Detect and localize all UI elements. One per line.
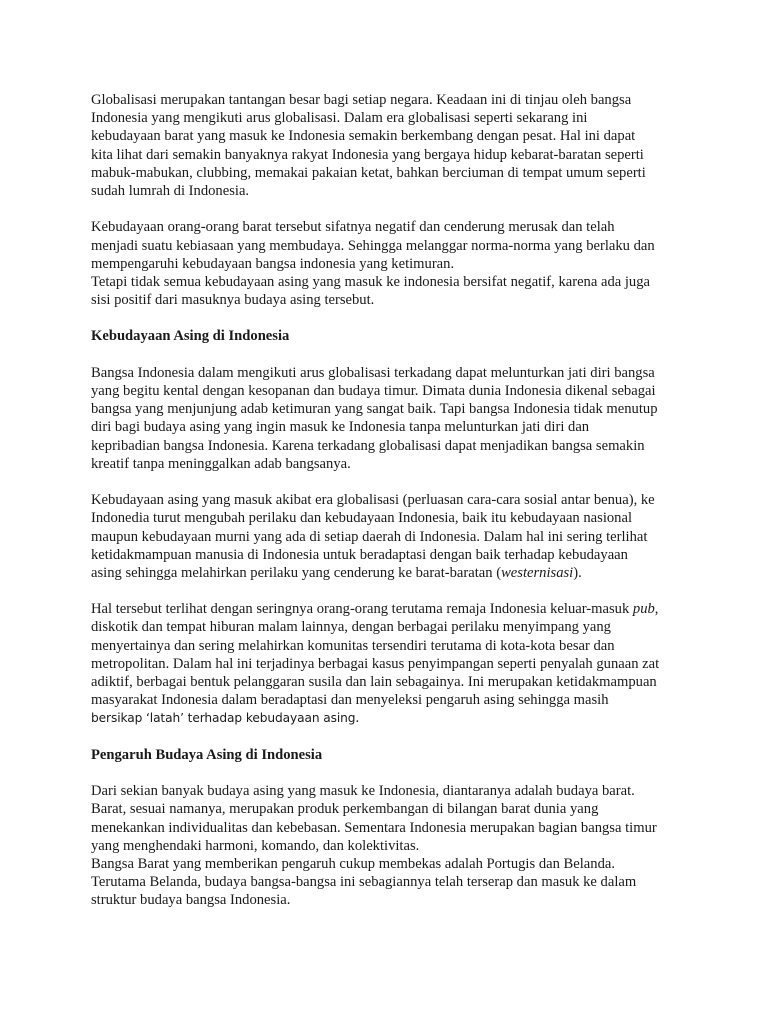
text-line: kita lihat dari semakin banyaknya rakyat Indonesia yang bergaya hidup kebarat-baratan seperti bbox=[91, 146, 644, 163]
text-line bbox=[91, 709, 681, 727]
text-line: Tetapi tidak semua kebudayaan asing yang masuk ke indonesia bersifat negatif, karena ada juga bbox=[91, 273, 651, 290]
text-line: Indonedia turut mengubah perilaku dan kebudayaan Indonesia, baik itu kebudayaan nasional bbox=[91, 510, 633, 527]
text-line: yang menghendaki harmoni, komando, dan kolektivitas. bbox=[91, 837, 420, 854]
text-line: kreatif tanpa meninggalkan adab bangsanya. bbox=[91, 455, 351, 472]
paragraph-budaya-barat bbox=[91, 782, 681, 909]
text-line: menekankan individualitas dan kebebasan. Sementara Indonesia merupakan bagian bangsa timur bbox=[91, 819, 657, 836]
text-line: metropolitan. Dalam hal ini terjadinya berbagai kasus penyimpangan seperti penyalah gunaan zat bbox=[91, 655, 660, 672]
text-line: mabuk-mabukan, clubbing, memakai pakaian ketat, bahkan berciuman di tempat umum seperti bbox=[91, 164, 646, 181]
text-line: Kebudayaan orang-orang barat tersebut sifatnya negatif dan cenderung merusak dan telah bbox=[91, 219, 615, 236]
text-line: Barat, sesuai namanya, merupakan produk perkembangan di bilangan barat dunia yang bbox=[91, 801, 599, 818]
text-line bbox=[91, 600, 681, 618]
text-line: diskotik dan tempat hiburan malam lainnya, dengan berbagai perilaku menyimpang yang bbox=[91, 619, 611, 636]
text-line: Kebudayaan asing yang masuk akibat era globalisasi (perluasan cara-cara sosial antar benua), ke bbox=[91, 492, 655, 509]
text-segment: Hal tersebut terlihat dengan seringnya orang-orang terutama remaja Indonesia keluar-masuk bbox=[91, 601, 633, 618]
text-segment: asing sehingga melahirkan perilaku yang cenderung ke barat-baratan ( bbox=[91, 564, 502, 581]
text-line: sudah lumrah di Indonesia. bbox=[91, 182, 250, 199]
text-line: menyertainya dan sering melahirkan komunitas tersendiri terutama di kota-kota besar dan bbox=[91, 637, 615, 654]
paragraph-globalisasi bbox=[91, 91, 681, 200]
text-line: Dari sekian banyak budaya asing yang masuk ke Indonesia, diantaranya adalah budaya barat. bbox=[91, 783, 635, 800]
text-line: menjadi suatu kebiasaan yang membudaya. Sehingga melanggar norma-norma yang berlaku dan bbox=[91, 237, 655, 254]
text-line: Globalisasi merupakan tantangan besar bagi setiap negara. Keadaan ini di tinjau oleh bangsa bbox=[91, 92, 632, 108]
text-line: ketidakmampuan manusia di Indonesia untuk beradaptasi dengan baik terhadap kebudayaan bbox=[91, 546, 628, 563]
text-line: Terutama Belanda, budaya bangsa-bangsa ini sebagiannya telah terserap dan masuk ke dalam bbox=[91, 874, 637, 891]
text-line: maupun kebudayaan murni yang ada di setiap daerah di Indonesia. Dalam hal ini sering terlihat bbox=[91, 528, 648, 545]
text-line: adiktif, berbagai bentuk pelanggaran susila dan lain sebagainya. Ini merupakan ketidakmampuan bbox=[91, 674, 657, 691]
section-heading-kebudayaan-asing: Kebudayaan Asing di Indonesia bbox=[91, 328, 290, 345]
text-line: struktur budaya bangsa Indonesia. bbox=[91, 892, 291, 909]
text-line: Indonesia yang mengikuti arus globalisasi. Dalam era globalisasi seperti sekarang ini bbox=[91, 110, 588, 127]
italic-term-westernisasi: westernisasi bbox=[501, 564, 574, 581]
paragraph-hal-tersebut bbox=[91, 600, 681, 727]
document-page bbox=[91, 91, 681, 928]
text-line: diri bagi budaya asing yang ingin masuk ke Indonesia tanpa melunturkan jati diri dan bbox=[91, 419, 590, 436]
italic-term-pub: pub bbox=[632, 601, 655, 618]
paragraph-bangsa-indonesia bbox=[91, 364, 681, 473]
paragraph-kebudayaan-asing-masuk bbox=[91, 491, 681, 582]
text-line: bangsa yang menjunjung adab ketimuran yang sangat baik. Tapi bangsa Indonesia tidak menutup bbox=[91, 401, 658, 418]
section-heading-pengaruh-budaya: Pengaruh Budaya Asing di Indonesia bbox=[91, 746, 323, 763]
text-line: masyarakat Indonesia dalam beradaptasi dan menyeleksi pengaruh asing sehingga masih bbox=[91, 692, 609, 709]
text-segment: ). bbox=[573, 564, 582, 581]
paragraph-kebudayaan-barat bbox=[91, 218, 681, 309]
text-segment: . bbox=[355, 710, 360, 727]
text-line: Bangsa Indonesia dalam mengikuti arus globalisasi terkadang dapat melunturkan jati diri bangsa bbox=[91, 364, 655, 381]
text-line: yang begitu kental dengan kesopanan dan budaya timur. Dimata dunia Indonesia dikenal sebagai bbox=[91, 383, 656, 400]
text-segment: , bbox=[654, 601, 659, 618]
text-line: kepribadian bangsa Indonesia. Karena terkadang globalisasi dapat menjadikan bangsa semakin bbox=[91, 437, 645, 454]
text-line: sisi positif dari masuknya budaya asing tersebut. bbox=[91, 292, 375, 309]
text-line: Bangsa Barat yang memberikan pengaruh cukup membekas adalah Portugis dan Belanda. bbox=[91, 855, 615, 872]
text-line: mempengaruhi kebudayaan bangsa indonesia yang ketimuran. bbox=[91, 255, 455, 272]
text-line: kebudayaan barat yang masuk ke Indonesia semakin berkembang dengan pesat. Hal ini dapat bbox=[91, 128, 636, 145]
text-segment-alt-font: bersikap ‘latah’ terhadap kebudayaan asing bbox=[91, 711, 356, 726]
text-line bbox=[91, 564, 681, 582]
